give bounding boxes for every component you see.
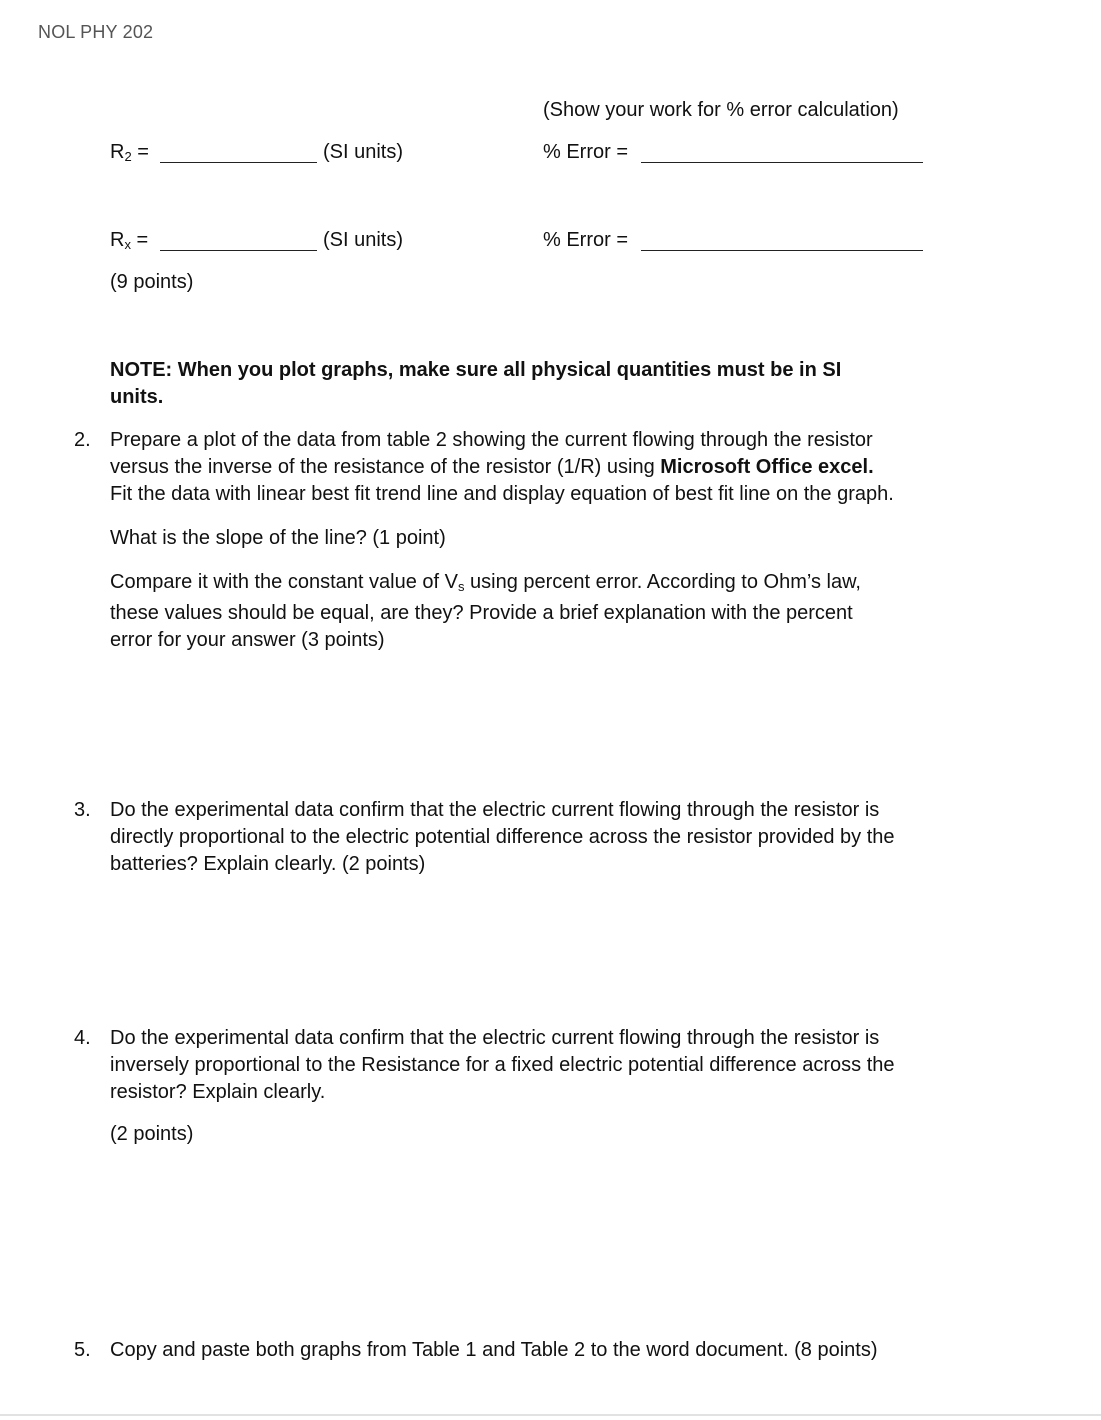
question-4-number: 4. — [74, 1027, 91, 1049]
r2-label-main: R — [110, 141, 125, 163]
results-points: (9 points) — [110, 271, 194, 293]
rx-units: (SI units) — [323, 229, 404, 251]
note-line-1: NOTE: When you plot graphs, make sure all physical quantities must be in SI — [110, 359, 842, 381]
question-3-number: 3. — [74, 799, 91, 821]
question-5-text: Copy and paste both graphs from Table 1 and Table 2 to the word document. (8 points) — [110, 1339, 878, 1361]
q2-slope-question: What is the slope of the line? (1 point) — [110, 527, 446, 549]
q3-line-3: batteries? Explain clearly. (2 points) — [110, 853, 426, 875]
note-line-2: units. — [110, 386, 164, 408]
q4-line-1: Do the experimental data confirm that the electric current flowing through the resistor is — [110, 1027, 880, 1049]
q2-line-2-text: versus the inverse of the resistance of the resistor (1/R) using — [110, 456, 661, 478]
rx-label-sub: x — [124, 237, 131, 252]
rx-error-label: % Error = — [543, 229, 629, 251]
question-2-number: 2. — [74, 429, 91, 451]
q2-compare-line-2: these values should be equal, are they? Provide a brief explanation with the percent — [110, 602, 853, 624]
q2-line-1: Prepare a plot of the data from table 2 showing the current flowing through the resistor — [110, 429, 873, 451]
rx-label — [110, 227, 148, 258]
rx-equals: = — [130, 229, 149, 251]
si-units-note — [110, 357, 990, 411]
q2-compare-text-a: Compare it with the constant value of V — [110, 571, 458, 593]
rx-label-main: R — [110, 229, 125, 251]
question-4-text — [110, 1025, 990, 1106]
q4-line-3: resistor? Explain clearly. — [110, 1081, 326, 1103]
r2-answer-blank[interactable] — [160, 162, 317, 163]
q4-points: (2 points) — [110, 1123, 194, 1145]
r2-label — [110, 139, 149, 170]
page-bottom-edge — [0, 1414, 1101, 1416]
rx-answer-blank[interactable] — [160, 250, 317, 251]
q2-compare-line-1 — [110, 569, 990, 600]
q2-excel-emphasis: Microsoft Office excel. — [660, 456, 874, 478]
question-3-text — [110, 797, 990, 878]
r2-label-sub: 2 — [124, 149, 132, 164]
r2-units: (SI units) — [323, 141, 404, 163]
q4-line-2: inversely proportional to the Resistance for a fixed electric potential difference across the — [110, 1054, 895, 1076]
r2-error-blank[interactable] — [641, 162, 923, 163]
question-2-text — [110, 427, 990, 508]
q2-compare-question — [110, 569, 990, 654]
rx-error-blank[interactable] — [641, 250, 923, 251]
show-work-note: (Show your work for % error calculation) — [543, 99, 899, 121]
q2-compare-line-3: error for your answer (3 points) — [110, 629, 385, 651]
q2-line-2 — [110, 454, 990, 481]
page-header: NOL PHY 202 — [38, 22, 154, 42]
r2-error-label: % Error = — [543, 141, 629, 163]
r2-equals: = — [131, 141, 149, 163]
question-5-number: 5. — [74, 1339, 91, 1361]
q3-line-1: Do the experimental data confirm that the electric current flowing through the resistor is — [110, 799, 880, 821]
q3-line-2: directly proportional to the electric potential difference across the resistor provided by the — [110, 826, 895, 848]
q2-vs-subscript: s — [457, 579, 465, 594]
q2-line-3: Fit the data with linear best fit trend line and display equation of best fit line on the graph. — [110, 483, 894, 505]
q2-compare-text-b: using percent error. According to Ohm’s law, — [464, 571, 861, 593]
